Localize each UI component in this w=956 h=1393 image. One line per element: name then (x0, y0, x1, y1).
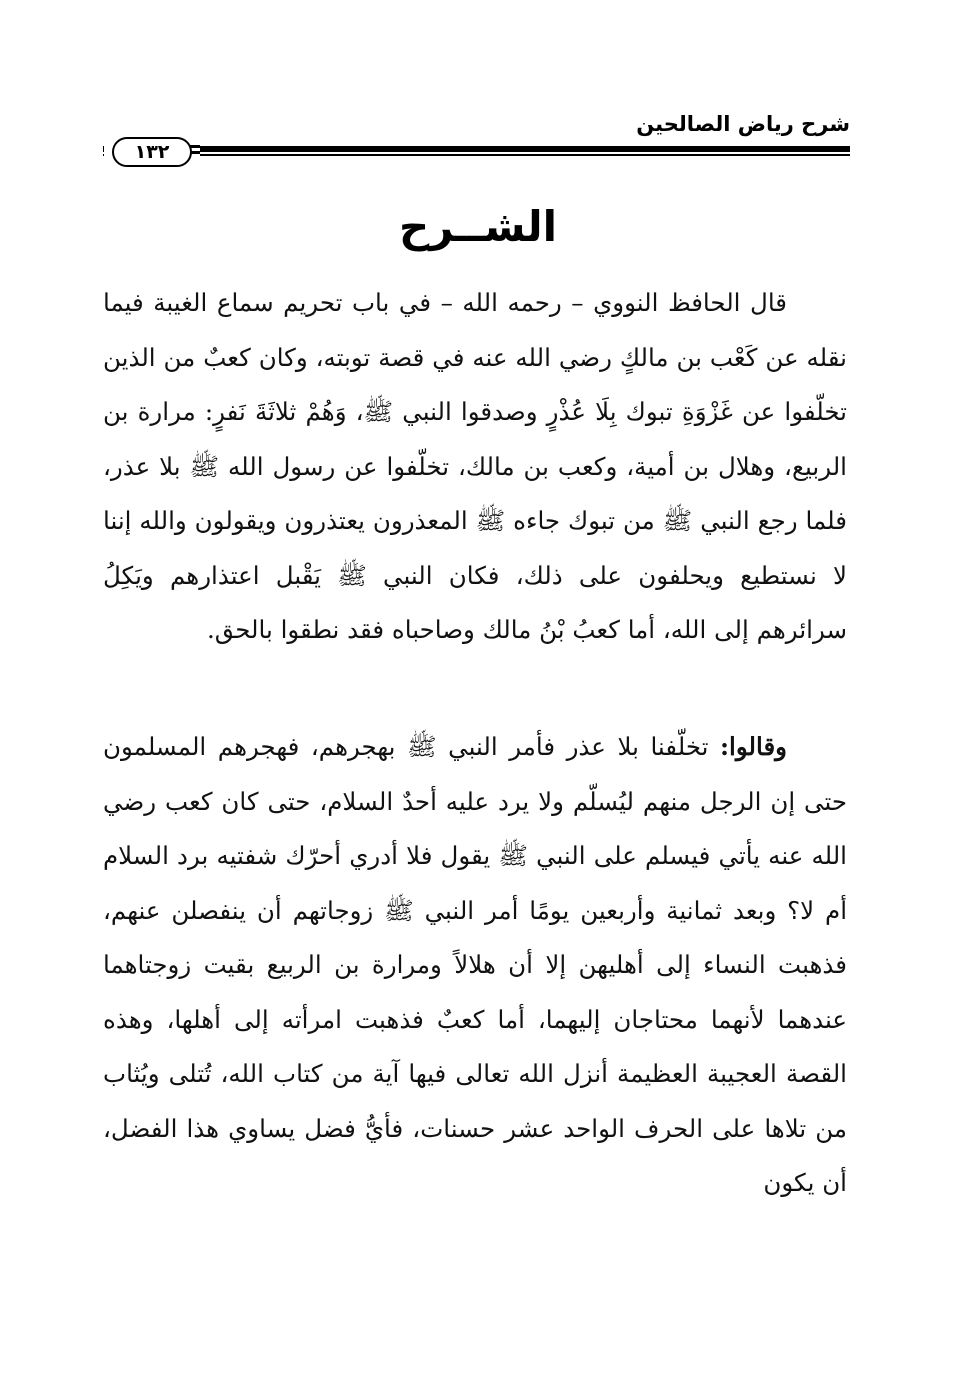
paragraph-1-text: قال الحافظ النووي – رحمه الله – في باب تحريم سماع الغيبة فيما نقله عن كَعْب بن مالكٍ رضي الله عنه في قصة توبته، وكان كعبٌ من الذين تخلّفوا عن غَزْوَةِ تبوك بِلَا عُذْرٍ وصدقوا النبي ﷺ، وَهُمْ ثلاثَةَ نَفرٍ: مرارة بن الربيع، وهلال بن أمية، وكعب بن مالك، تخلّفوا عن رسول الله ﷺ بلا عذر، فلما رجع النبي ﷺ من تبوك جاءه ﷺ المعذرون يعتذرون ويقولون والله إننا لا نستطيع ويحلفون على ذلك، فكان النبي ﷺ يَقْبل اعتذارهم ويَكِلُ سرائرهم إلى الله، أما كعبُ بْنُ مالك وصاحباه فقد نطقوا بالحق. (103, 288, 847, 644)
page-number: ١٣٢ (112, 137, 192, 167)
paragraph-2-text: تخلّفنا بلا عذر فأمر النبي ﷺ بهجرهم، فهجرهم المسلمون حتى إن الرجل منهم ليُسلّم ولا يرد عليه أحدٌ السلام، حتى كان كعب رضي الله عنه يأتي فيسلم على النبي ﷺ يقول فلا أدري أحرّك شفتيه برد السلام أم لا؟ وبعد ثمانية وأربعين يومًا أمر النبي ﷺ زوجاتهم أن ينفصلن عنهم، فذهبت النساء إلى أهليهن إلا أن هلالاً ومرارة بن الربيع بقيت زوجتاهما عندهما لأنهما محتاجان إليهما، أما كعبٌ فذهبت امرأته إلى أهلها، وهذه القصة العجيبة العظيمة أنزل الله تعالى فيها آية من كتاب الله، تُتلى ويُثاب من تلاها على الحرف الواحد عشر حسنات، فأيُّ فضل يساوي هذا الفضل، أن يكون (103, 732, 847, 1197)
page-number-badge (104, 135, 200, 169)
book-title: شرح رياض الصالحين (636, 112, 850, 136)
section-title: الشــرح (398, 202, 557, 251)
page-number-mark (190, 145, 200, 155)
paragraph-2-lead: وقالوا: (720, 732, 787, 761)
paragraph-2 (103, 720, 847, 1211)
double-rule-line (103, 146, 850, 157)
header-rule (103, 146, 850, 157)
paragraph-1 (103, 276, 847, 658)
page-header (0, 108, 956, 188)
